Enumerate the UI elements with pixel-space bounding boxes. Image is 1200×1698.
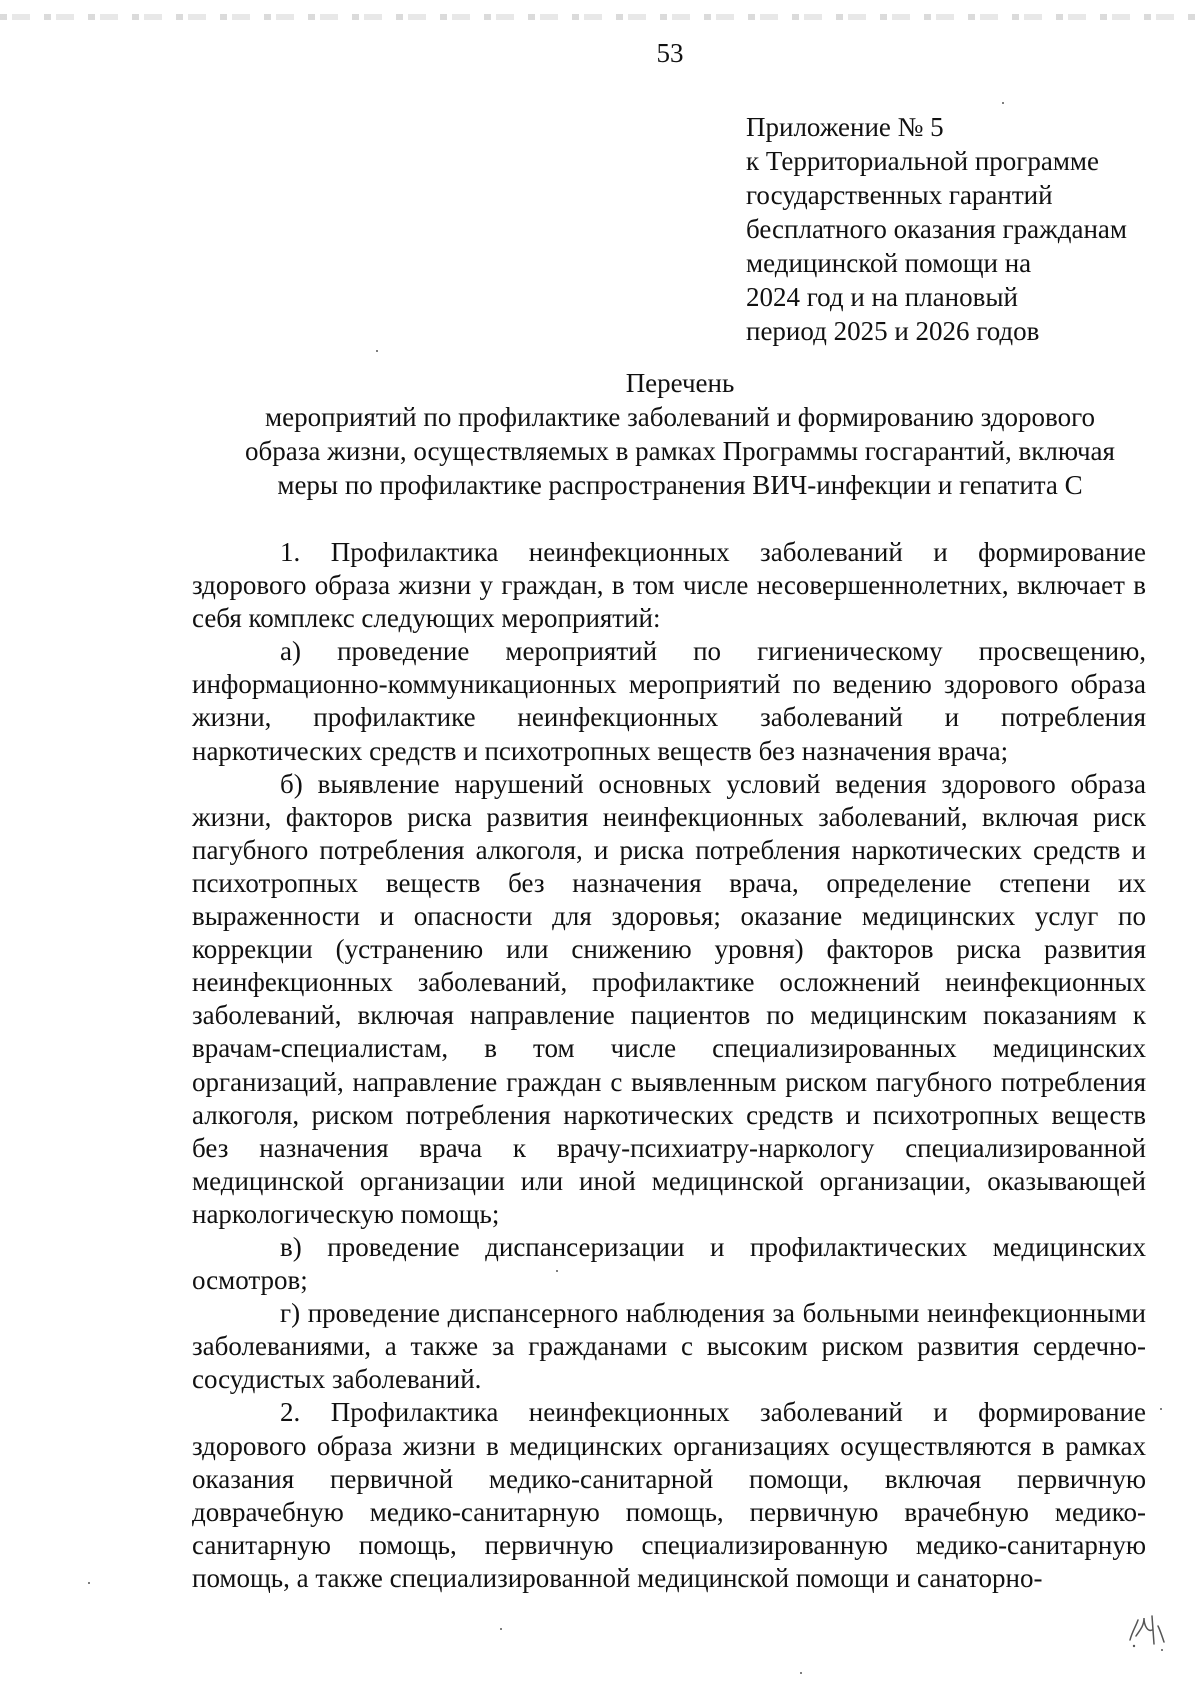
appendix-header — [746, 110, 1176, 348]
appendix-line: бесплатного оказания гражданам — [746, 214, 1127, 244]
scan-speck — [88, 1582, 90, 1584]
paragraph: а) проведение мероприятий по гигиеническому просвещению, информационно-коммуникационных мероприятий по ведению здорового образа жизни, профилактике неинфекционных заболеваний и потребления наркотических средств и психотропных веществ без назначения врача; — [192, 636, 1146, 766]
document-body — [192, 536, 1146, 1595]
page-number: 53 — [656, 38, 684, 68]
scan-speck — [556, 1270, 558, 1272]
paragraph: 1. Профилактика неинфекционных заболеваний и формирование здорового образа жизни у граждан, в том числе несовершеннолетних, включает в себя комплекс следующих мероприятий: — [192, 537, 1146, 634]
scan-speck — [1160, 1408, 1162, 1410]
title-line: мероприятий по профилактике заболеваний и формированию здорового — [265, 402, 1095, 432]
appendix-line: Приложение № 5 — [746, 112, 944, 142]
scan-edge-artifact — [0, 14, 1200, 20]
signature-mark — [1122, 1596, 1172, 1656]
paragraph: г) проведение диспансерного наблюдения за больными неинфекционными заболеваниями, а также за гражданами с высоким риском развития сердечно-сосудистых заболеваний. — [192, 1298, 1146, 1395]
title-line: меры по профилактике распространения ВИЧ-инфекции и гепатита С — [277, 470, 1083, 500]
appendix-line: 2024 год и на плановый — [746, 282, 1018, 312]
paragraph: б) выявление нарушений основных условий ведения здорового образа жизни, факторов риска развития неинфекционных заболеваний, включая риск пагубного потребления алкоголя, и риска потребления наркотических средств и психотропных веществ без назначения врача, определение степени их выраженности и опасности для здоровья; оказание медицинских услуг по коррекции (устранению или снижению уровня) факторов риска развития неинфекционных заболеваний, профилактике осложнений неинфекционных заболеваний, включая направление пациентов по медицинским показаниям к врачам-специалистам, в том числе специализированных медицинских организаций, направление граждан с выявленным риском пагубного потребления алкоголя, риском потребления наркотических средств и психотропных веществ без назначения врача к врачу-психиатру-наркологу специализированной медицинской организации или иной медицинской организации, оказывающей наркологическую помощь; — [192, 768, 1146, 1229]
title-line: Перечень — [625, 368, 735, 398]
paragraph: 2. Профилактика неинфекционных заболеваний и формирование здорового образа жизни в медицинских организациях осуществляются в рамках оказания первичной медико-санитарной помощи, включая первичную доврачебную медико-санитарную помощь, первичную врачебную медико-санитарную помощь, первичную специализированную медико-санитарную помощь, а также специализированной медицинской помощи и санаторно- — [192, 1397, 1146, 1593]
appendix-line: период 2025 и 2026 годов — [746, 316, 1040, 346]
title-line: образа жизни, осуществляемых в рамках Программы госгарантий, включая — [245, 436, 1115, 466]
appendix-line: государственных гарантий — [746, 180, 1053, 210]
scan-speck — [800, 1672, 802, 1674]
document-title — [180, 366, 1180, 502]
appendix-line: к Территориальной программе — [746, 146, 1099, 176]
scan-speck — [1002, 102, 1004, 104]
scan-speck — [376, 350, 378, 352]
scan-speck — [500, 1628, 502, 1630]
paragraph: в) проведение диспансеризации и профилактических медицинских осмотров; — [192, 1231, 1146, 1296]
appendix-line: медицинской помощи на — [746, 248, 1032, 278]
